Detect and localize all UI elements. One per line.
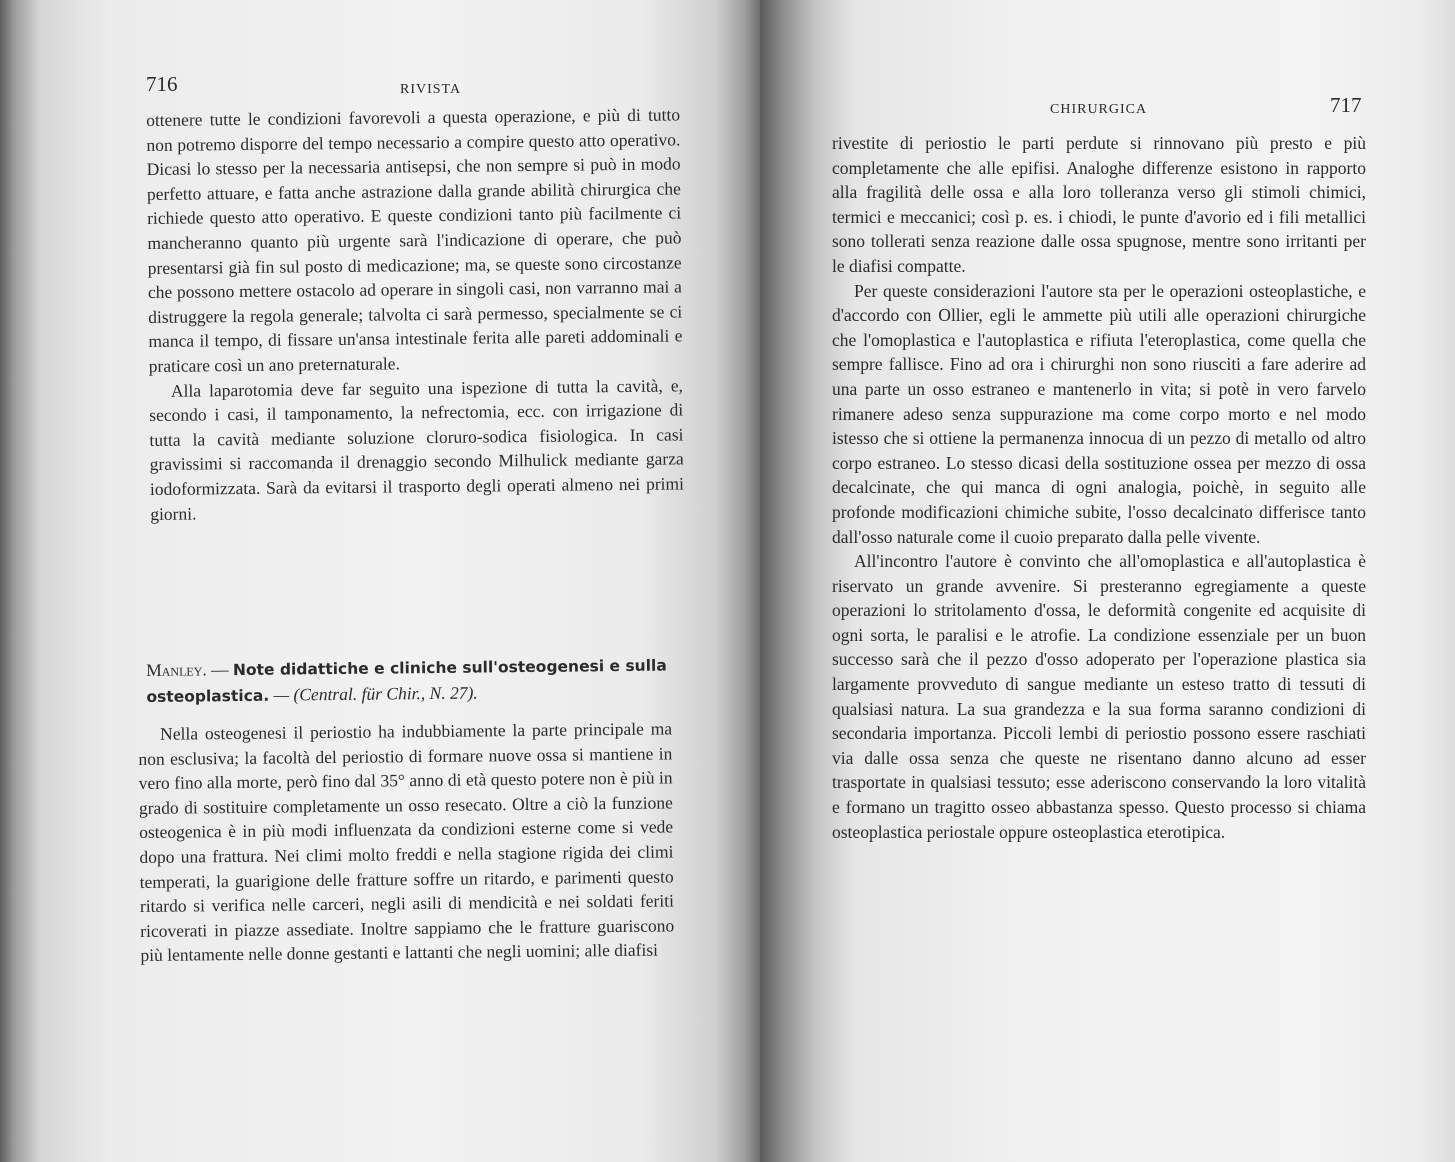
right-page — [760, 0, 1455, 1162]
paragraph: All'incontro l'autore è convinto che all'omoplastica e all'autoplastica è riservato un grande avvenire. Si presteranno egregiamente a queste operazioni lo stritolamento d'ossa, le deformità congenite ed acquisite di ogni sorta, le paralisi e le atrofie. La condizione essenziale per un buon successo sarà che il pezzo d'osso adoperato per l'operazione plastica sia largamente provveduto di sangue mediante un esteso tratto di tessuti di qualsiasi natura. La sua grandezza e la sua forma saranno condizioni di secondaria importanza. Piccoli lembi di periostio possono essere raschiati via dalle ossa senza che queste ne risentano danno alcuno ad esser trasportate in qualsiasi tessuto; esse aderiscono conservando la loro vitalità e formano un tragitto osseo abbastanza spesso. Questo processo si chiama osteoplastica periostale oppure osteoplastica eterotipica. — [832, 551, 1366, 842]
paragraph: ottenere tutte le condizioni favorevoli a questa operazione, e più di tutto non potremo disporre del tempo necessario a compire questo atto operativo. Dicasi lo stesso per la necessaria antisepsi, che non sempre si può in modo perfetto attuare, e fatta anche astrazione dalla grande abilità chirurgica che richiede questo atto operativo. E queste condizioni tanto più facilmente ci mancheranno quanto più urgente sarà l'indicazione di operare, che può presentarsi già fin sul posto di medicazione; ma, se queste sono circostanze che possono mettere ostacolo ad operare in singoli casi, non varranno mai a distruggere la regola generale; talvolta ci sarà permesso, specialmente se ci manca il tempo, di fissare un'ansa intestinale ferita alle pareti addominali e praticare così un ano preternaturale. — [146, 104, 683, 376]
running-head: CHIRURGICA — [1050, 102, 1148, 117]
page-number: 716 — [146, 72, 178, 96]
paragraph: Per queste considerazioni l'autore sta per le operazioni osteoplastiche, e d'accordo con Ollier, egli le ammette più utili alle operazioni chirurgiche che l'omoplastica e l'autoplastica e rifiuta l'eteroplastica, come quella che sempre fallisce. Fino ad ora i chirurghi non sono riusciti a fare aderire ad una parte un osso estraneo e mantenerlo in vita; si potè in vero farvelo rimanere adeso senza suppurazione ma come corpo morto e nel modo istesso che si ottiene la permanenza innocua di un pezzo di metallo od altro corpo estraneo. Lo stesso dicasi della sostituzione ossea per mezzo di ossa decalcinate, che qui manca di ogni analogia, poichè, in seguito alle profonde modificazioni chimiche subite, l'osso decalcinato differisce tanto dall'osso naturale come il cuoio preparato dalla pelle vivente. — [832, 280, 1366, 547]
text-block-top — [146, 102, 684, 526]
heading-dash: — — [206, 659, 234, 680]
article-author: Manley. — [146, 659, 207, 680]
paragraph: Alla laparotomia deve far seguito una ispezione di tutta la cavità, e, secondo i casi, il tamponamento, la nefrectomia, ecc. con irrigazione di tutta la cavità mediante soluzione cloruro-sodica fisiologica. In casi gravissimi si raccomanda il drenaggio secondo Milhulick mediante garza iodoformizzata. Sarà da evitarsi il trasporto degli operati almeno nei primi giorni. — [149, 374, 685, 524]
text-block — [832, 131, 1366, 844]
running-head: RIVISTA — [400, 82, 462, 97]
page-number: 717 — [1330, 93, 1362, 117]
article-title: Note didattiche e cliniche sull'osteogenesi e sulla osteoplastica. — [146, 656, 667, 706]
paragraph: Nella osteogenesi il periostio ha indubbiamente la parte principale ma non esclusiva; la facoltà del periostio di formare nuove ossa si mantiene in vero fino alla morte, però fino dal 35° anno di età questo potere non è più in grado di sostituire completamente un osso resecato. Oltre a ciò la funzione osteogenica è in più modi influenzata da condizioni esterne come si vede dopo una frattura. Nei climi molto freddi e nella stagione rigida dei climi temperati, la guarigione delle fratture soffre un ritardo, e parimenti questo ritardo si verifica nelle carceri, negli asili di mendicità e nei soldati feriti ricoverati in piazze assediate. Inoltre sappiamo che le fratture guariscono più lentamente nelle donne gestanti e lattanti che negli uomini; alle diafisi — [138, 718, 675, 966]
text-block-article — [138, 716, 675, 968]
article-heading — [146, 652, 681, 710]
article-source: — (Central. für Chir., N. 27). — [269, 682, 478, 705]
paragraph: rivestite di periostio le parti perdute si rinnovano più presto e più completamente che alle epifisi. Analoghe differenze esistono in rapporto alla fragilità delle ossa e alla loro tolleranza verso gli stimoli chimici, termici e meccanici; così p. es. i chiodi, le punte d'avorio ed i fili metallici sono tollerati senza reazione dalle ossa spugnose, mentre sono irritanti per le diafisi compatte. — [832, 133, 1366, 276]
